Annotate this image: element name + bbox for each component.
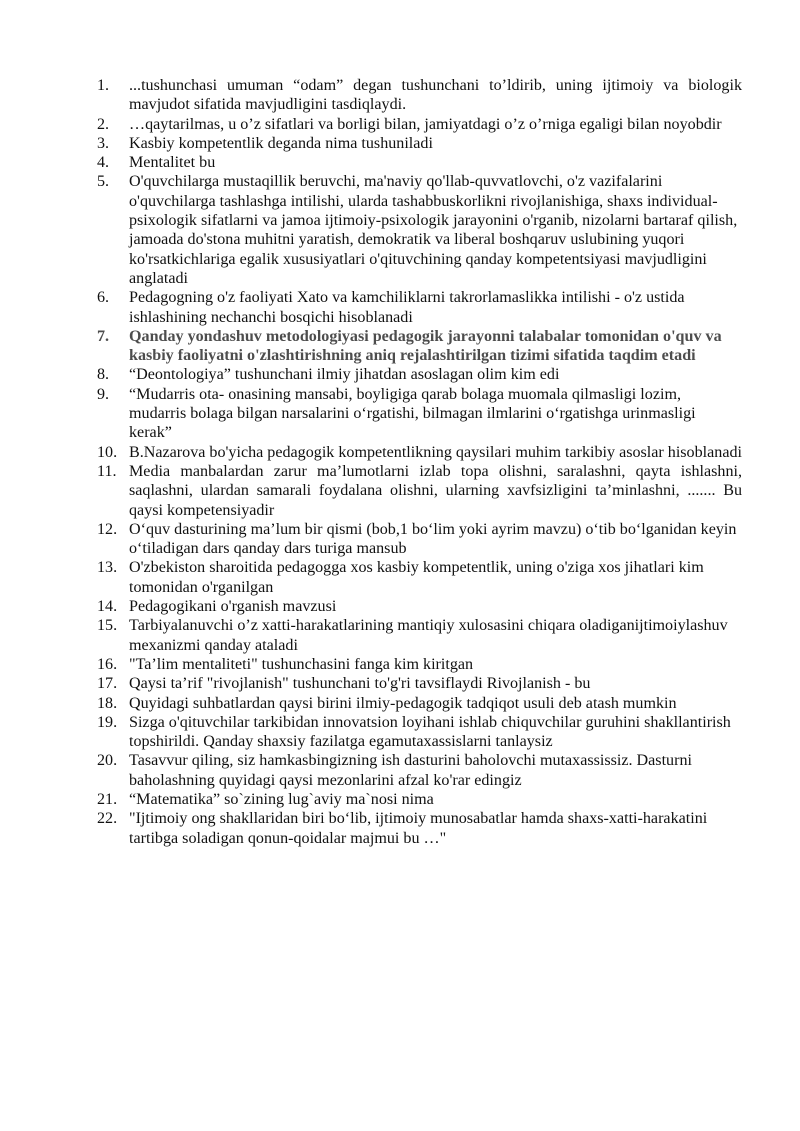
item-number: 22. bbox=[97, 810, 118, 828]
list-item bbox=[97, 172, 742, 288]
list-item bbox=[97, 655, 742, 674]
list-item bbox=[97, 809, 742, 848]
item-text: Qaysi ta’rif "rivojlanish" tushunchani to'g'ri tavsiflaydi Rivojlanish - bu bbox=[129, 675, 591, 693]
item-number: 1. bbox=[97, 77, 110, 94]
item-number: 17. bbox=[97, 675, 118, 693]
item-number: 11. bbox=[97, 462, 117, 480]
list-item bbox=[97, 443, 742, 462]
item-text: O‘quv dasturining ma’lum bir qismi (bob,1 bo‘lim yoki ayrim mavzu) o‘tib bo‘lganidan keyin o‘tiladigan dars qanday dars turiga mansub bbox=[129, 520, 737, 558]
list-item bbox=[97, 790, 742, 809]
item-number: 21. bbox=[97, 790, 118, 808]
list-item bbox=[97, 616, 742, 655]
item-text: ...tushunchasi umuman “odam” degan tushunchani to’ldirib, uning ijtimoiy va biologik mavjudot sifatida mavjudligini tasdiqlaydi. bbox=[129, 77, 742, 114]
item-text: Sizga o'qituvchilar tarkibidan innovatsion loyihani ishlab chiquvchilar guruhini shakllantirish topshirildi. Qanday shaxsiy fazilatga egamutaxassislarni tanlaysiz bbox=[129, 713, 731, 751]
list-item bbox=[97, 674, 742, 693]
item-number: 6. bbox=[97, 289, 110, 307]
item-text: O'quvchilarga mustaqillik beruvchi, ma'naviy qo'llab-quvvatlovchi, o'z vazifalarini o'quvchilarga tashlashga intilishi, ularda tashabbuskorlikni rivojlanishiga, shaxs individual-psixologik sifatlarni va jamoa ijtimoiy-psixologik jarayonini o'rganib, nizolarni bartaraf qilish, jamoada do'stona muhitni yaratish, demokratik va liberal boshqaruv uslubining yuqori ko'rsatkichlariga egalik xususiyatlari o'qituvchining qanday kompetentsiyasi mavjudligini anglatadi bbox=[129, 173, 738, 287]
list-item bbox=[97, 520, 742, 559]
item-number: 3. bbox=[97, 134, 110, 152]
item-number: 7. bbox=[97, 327, 110, 345]
item-text: B.Nazarova bo'yicha pedagogik kompetentlikning qaysilari muhim tarkibiy asoslar hisoblanadi bbox=[129, 443, 742, 461]
item-text: O'zbekiston sharoitida pedagogga xos kasbiy kompetentlik, uning o'ziga xos jihatlari kim tomonidan o'rganilgan bbox=[129, 559, 704, 596]
item-number: 5. bbox=[97, 173, 110, 191]
item-text: Media manbalardan zarur ma’lumotlarni izlab topa olishni, saralashni, qayta ishlashni, saqlashni, ulardan samarali foydalana olishni, ularning xavfsizligini ta’minlashni, ....... Bu qaysi kompetensiyadir bbox=[129, 462, 742, 519]
item-number: 10. bbox=[97, 443, 118, 461]
item-text: “Deontologiya” tushunchani ilmiy jihatdan asoslagan olim kim edi bbox=[129, 366, 560, 384]
item-text: Tasavvur qiling, siz hamkasbingizning ish dasturini baholovchi mutaxassissiz. Dasturni baholashning quyidagi qaysi mezonlarini afzal ko'rar edingiz bbox=[129, 752, 692, 789]
list-item bbox=[97, 115, 742, 134]
item-number: 16. bbox=[97, 655, 118, 673]
item-text: Qanday yondashuv metodologiyasi pedagogik jarayonni talabalar tomonidan o'quv va kasbiy faoliyatni o'zlashtirishning aniq rejalashtirilgan tizimi sifatida taqdim etadi bbox=[129, 327, 722, 365]
item-number: 18. bbox=[97, 694, 118, 712]
list-item bbox=[97, 597, 742, 616]
item-text: …qaytarilmas, u o’z sifatlari va borligi bilan, jamiyatdagi o’z o’rniga egaligi bilan noyobdir bbox=[129, 115, 722, 133]
item-number: 14. bbox=[97, 598, 118, 616]
list-item bbox=[97, 153, 742, 172]
item-text: Pedagogikani o'rganish mavzusi bbox=[129, 598, 337, 616]
item-number: 13. bbox=[97, 559, 118, 577]
item-text: Quyidagi suhbatlardan qaysi birini ilmiy-pedagogik tadqiqot usuli deb atash mumkin bbox=[129, 694, 677, 712]
list-item bbox=[97, 385, 742, 443]
item-number: 4. bbox=[97, 154, 110, 172]
item-number: 19. bbox=[97, 713, 118, 731]
question-list bbox=[97, 76, 742, 848]
item-text: Kasbiy kompetentlik deganda nima tushuniladi bbox=[129, 134, 433, 152]
list-item bbox=[97, 134, 742, 153]
item-text: Tarbiyalanuvchi o’z xatti-harakatlarining mantiqiy xulosasini chiqara oladiganijtimoiylashuv mexanizmi qanday ataladi bbox=[129, 617, 728, 654]
list-item bbox=[97, 288, 742, 327]
item-number: 12. bbox=[97, 520, 118, 538]
list-item bbox=[97, 365, 742, 384]
list-item-highlighted bbox=[97, 327, 742, 366]
item-number: 15. bbox=[97, 617, 118, 635]
item-text: “Matematika” so`zining lug`aviy ma`nosi nima bbox=[129, 790, 434, 808]
list-item bbox=[97, 462, 742, 520]
list-item bbox=[97, 558, 742, 597]
item-number: 2. bbox=[97, 115, 110, 133]
item-text: Pedagogning o'z faoliyati Xato va kamchiliklarni takrorlamaslikka intilishi - o'z ustida ishlashining nechanchi bosqichi hisoblanadi bbox=[129, 289, 685, 326]
item-text: "Ijtimoiy ong shakllaridan biri bo‘lib, ijtimoiy munosabatlar hamda shaxs-xatti-harakatini tartibga soladigan qonun-qoidalar majmui bu …" bbox=[129, 810, 708, 847]
list-item bbox=[97, 694, 742, 713]
item-number: 8. bbox=[97, 366, 110, 384]
item-text: "Ta’lim mentaliteti" tushunchasini fanga kim kiritgan bbox=[129, 655, 474, 673]
item-text: “Mudarris ota- onasining mansabi, boyligiga qarab bolaga muomala qilmasligi lozim, mudarris bolaga bilgan narsalarini o‘rgatishi, bilmagan ilmlarini o‘rgatishga urinmasligi kerak” bbox=[129, 385, 696, 442]
list-item bbox=[97, 76, 742, 115]
item-text: Mentalitet bu bbox=[129, 154, 216, 172]
item-number: 9. bbox=[97, 385, 110, 403]
item-number: 20. bbox=[97, 752, 118, 770]
list-item bbox=[97, 751, 742, 790]
list-item bbox=[97, 713, 742, 752]
